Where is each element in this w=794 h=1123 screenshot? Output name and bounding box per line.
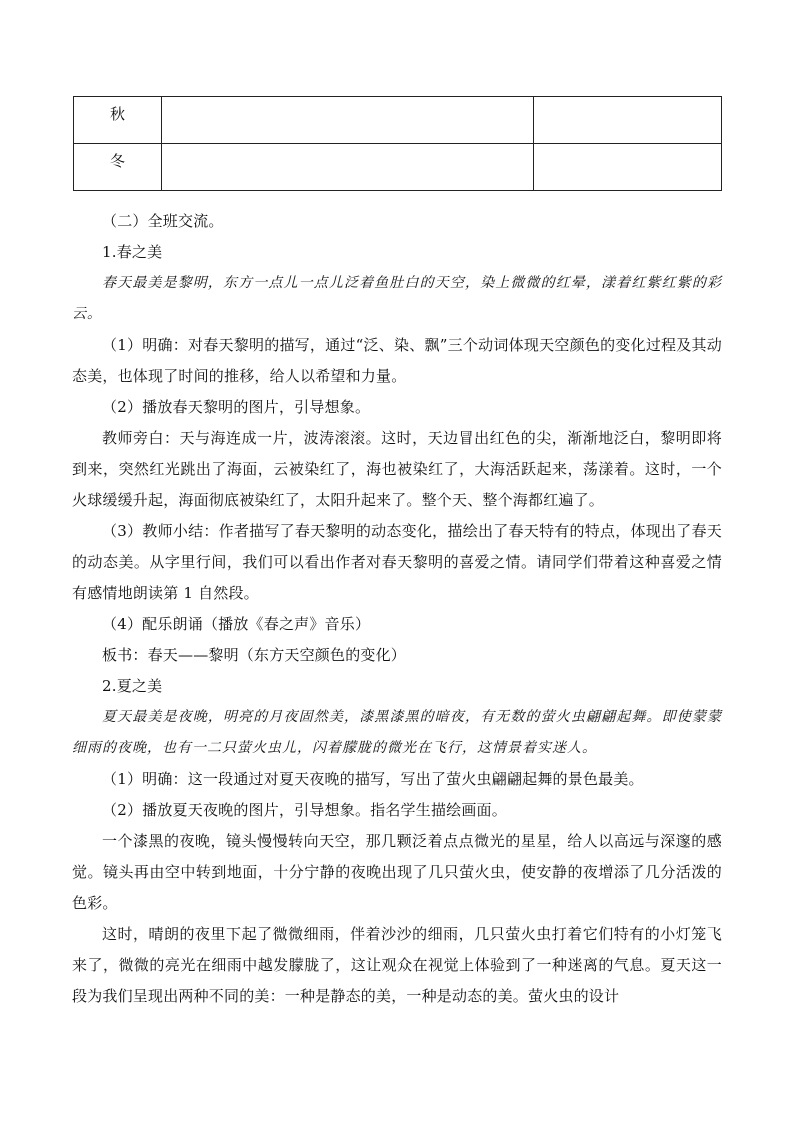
- table-cell: [534, 144, 722, 191]
- blackboard-note: 板书：春天——黎明（东方天空颜色的变化）: [102, 646, 407, 664]
- paragraph: （4）配乐朗诵（播放《春之声》音乐）: [102, 615, 371, 633]
- paragraph: 这时，晴朗的夜里下起了微微细雨，伴着沙沙的细雨，几只萤火虫打着它们特有的小灯笼飞来了，微微的亮光在细雨中越发朦胧了，这让观众在视觉上体验到了一种迷离的气息。夏天这一段为我们呈现出两种不同的美：一种是静态的美，一种是动态的美。萤火虫的设计: [72, 925, 722, 1005]
- subheading-spring: 1.春之美: [102, 243, 163, 261]
- paragraph: 教师旁白：天与海连成一片，波涛滚滚。这时，天边冒出红色的尖，渐渐地泛白，黎明即将到来，突然红光跳出了海面，云被染红了，海也被染红了，大海活跃起来，荡漾着。这时，一个火球缓缓升起，海面彻底被染红了，太阳升起来了。整个天、整个海都红遍了。: [72, 429, 722, 509]
- quote-summer: 夏天最美是夜晚，明亮的月夜固然美，漆黑漆黑的暗夜，有无数的萤火虫翩翩起舞。即使蒙蒙细雨的夜晚，也有一二只萤火虫儿，闪着朦胧的微光在飞行，这情景着实迷人。: [72, 709, 722, 756]
- table-row: [74, 144, 722, 191]
- document-body: [72, 206, 722, 1012]
- paragraph: （1）明确：这一段通过对夏天夜晚的描写，写出了萤火虫翩翩起舞的景色最美。: [102, 770, 644, 788]
- section-heading: （二）全班交流。: [102, 212, 224, 230]
- subheading-summer: 2.夏之美: [102, 677, 163, 695]
- paragraph: （2）播放春天黎明的图片，引导想象。: [102, 398, 371, 416]
- paragraph: （2）播放夏天夜晚的图片，引导想象。指名学生描绘画面。: [102, 801, 507, 819]
- table-row: [74, 97, 722, 144]
- paragraph: （3）教师小结：作者描写了春天黎明的动态变化，描绘出了春天特有的特点，体现出了春天的动态美。从字里行间，我们可以看出作者对春天黎明的喜爱之情。请同学们带着这种喜爱之情有感情地朗读第 1 自然段。: [72, 522, 722, 602]
- table-cell: [162, 144, 534, 191]
- table-cell: [162, 97, 534, 144]
- season-cell-autumn: 秋: [74, 97, 162, 144]
- seasons-table: [73, 96, 722, 191]
- table-cell: [534, 97, 722, 144]
- paragraph: （1）明确：对春天黎明的描写，通过“泛、染、飘”三个动词体现天空颜色的变化过程及其动态美，也体现了时间的推移，给人以希望和力量。: [72, 336, 722, 385]
- quote-spring: 春天最美是黎明，东方一点儿一点儿泛着鱼肚白的天空，染上微微的红晕，漾着红紫红紫的彩云。: [72, 275, 722, 322]
- paragraph: 一个漆黑的夜晚，镜头慢慢转向天空，那几颗泛着点点微光的星星，给人以高远与深邃的感觉。镜头再由空中转到地面，十分宁静的夜晚出现了几只萤火虫，使安静的夜增添了几分活泼的色彩。: [72, 832, 722, 912]
- season-cell-winter: 冬: [74, 144, 162, 191]
